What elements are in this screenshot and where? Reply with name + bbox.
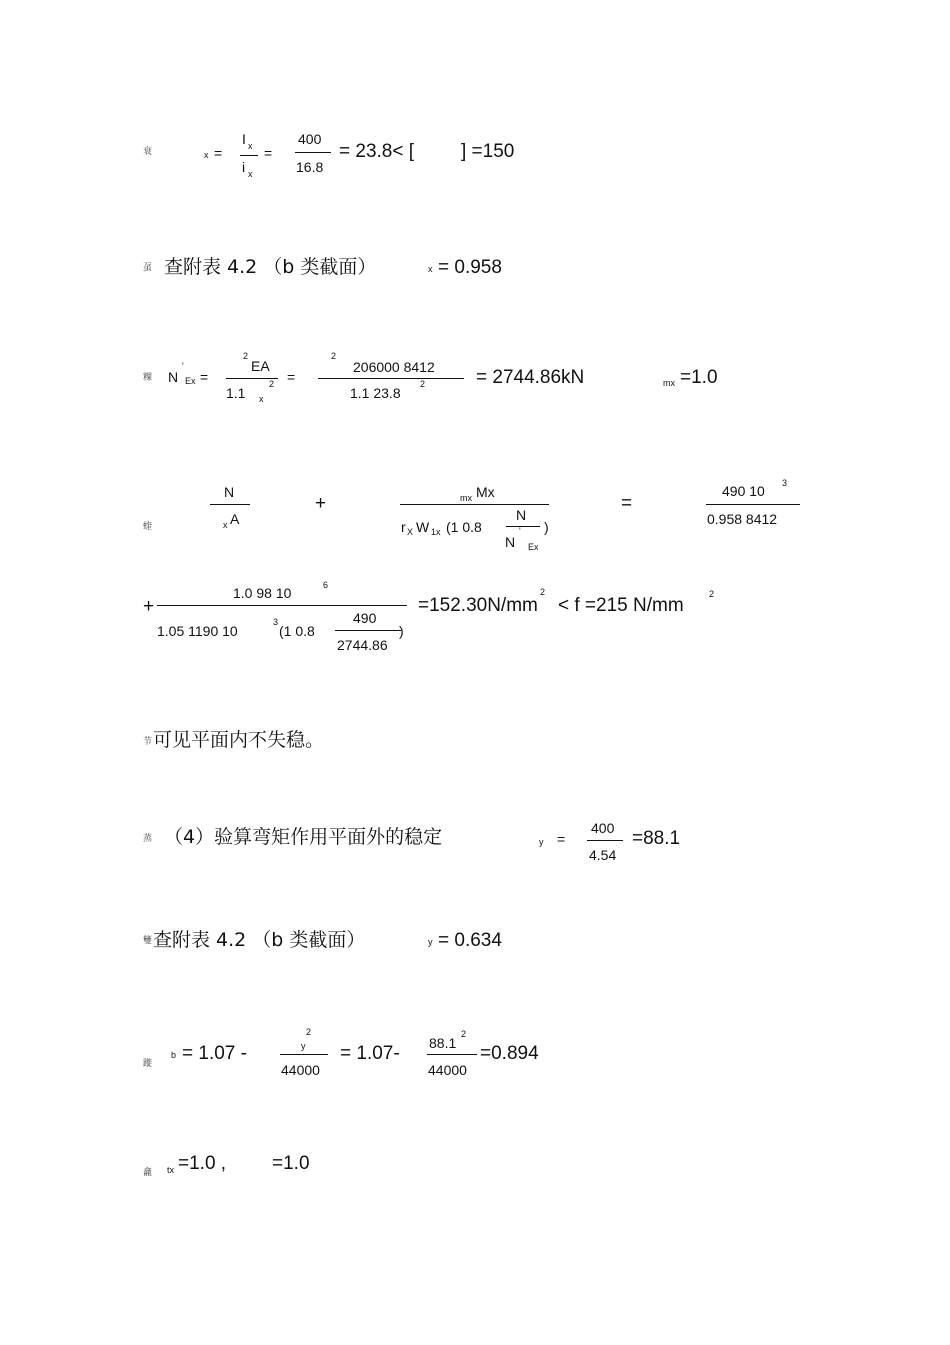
1x-subscript: 1x	[431, 527, 441, 537]
superscript: 2	[331, 351, 337, 361]
conclusion-text: 可见平面内不失稳。	[153, 729, 325, 751]
equals-sign: =	[287, 369, 296, 385]
mx-subscript: mx	[663, 378, 675, 388]
subscript-b: b	[171, 1050, 177, 1060]
equals-sign: =	[264, 145, 273, 161]
fraction-numerator: 1.0 98 10	[233, 585, 292, 601]
result-value: = 23.8< [	[339, 141, 415, 162]
fraction-numerator: 490 10	[722, 483, 765, 499]
margin-marker: 衰	[143, 147, 153, 157]
fraction-bar	[706, 504, 800, 505]
tx-subscript: tx	[167, 1165, 175, 1175]
inner-denominator: 2744.86	[337, 637, 388, 653]
limit-value: < f =215 N/mm	[558, 595, 684, 616]
table-lookup-text: 查附表 4.2 （b 类截面）	[153, 929, 366, 951]
fraction-bar	[427, 1054, 477, 1055]
subscript-y: y	[301, 1041, 306, 1051]
prime-mark: '	[519, 526, 521, 536]
plus-sign: +	[315, 493, 327, 514]
fraction-denominator: 4.54	[589, 847, 617, 863]
result-value: =88.1	[632, 828, 681, 849]
lhs-value: = 1.07 -	[182, 1043, 247, 1064]
margin-marker: 蹝	[143, 1059, 153, 1069]
fraction-denominator: 0.958 8412	[707, 511, 778, 527]
fraction-bar	[506, 526, 540, 527]
subscript-x: x	[428, 264, 433, 274]
fraction-denominator: 44000	[281, 1062, 320, 1078]
fraction-bar	[587, 840, 623, 841]
fraction-numerator: Mx	[476, 484, 495, 500]
beta-tx-value: =1.0 ,	[178, 1153, 227, 1174]
fraction-bar	[280, 1054, 328, 1055]
fraction-denominator: 1.05 1190 10	[157, 623, 238, 639]
subscript-y: y	[428, 937, 433, 947]
table-lookup-text: 查附表 4.2 （b 类截面）	[164, 256, 377, 278]
inner-numerator: N	[516, 507, 527, 523]
denominator-text: (1 0.8	[446, 519, 482, 535]
denominator-text: (1 0.8	[279, 623, 315, 639]
superscript: 2	[540, 587, 546, 597]
fraction-bar	[210, 504, 250, 505]
result-value: = 2744.86kN	[476, 367, 585, 388]
equals-sign: =	[621, 493, 633, 514]
inner-numerator: 490	[353, 610, 377, 626]
equals-sign: =	[557, 831, 566, 847]
plus-sign: +	[143, 596, 155, 617]
W-symbol: W	[416, 519, 430, 535]
fraction-bar	[240, 155, 258, 156]
margin-marker: 粿	[143, 373, 153, 383]
radius-symbol: i	[242, 159, 246, 175]
superscript: 3	[273, 617, 279, 627]
section-heading: （4）验算弯矩作用平面外的稳定	[164, 826, 443, 848]
inner-denominator: N	[505, 534, 516, 550]
fraction-bar	[318, 378, 464, 379]
superscript: 2	[420, 379, 426, 389]
X-subscript: X	[407, 527, 414, 537]
fraction-denominator: A	[230, 511, 240, 527]
inertia-subscript: x	[248, 141, 253, 151]
close-paren: )	[399, 623, 404, 639]
superscript: 2	[243, 351, 249, 361]
mx-subscript: mx	[460, 493, 472, 503]
N-symbol: N	[168, 369, 179, 385]
superscript: 3	[782, 478, 788, 488]
mid-value: = 1.07-	[340, 1043, 400, 1064]
phi-x-value: = 0.958	[438, 257, 502, 278]
margin-marker: 蝰	[143, 522, 153, 532]
superscript: 6	[323, 580, 329, 590]
fraction-numerator: EA	[251, 358, 270, 374]
eta-value: =1.0	[272, 1153, 310, 1174]
beta-mx-value: =1.0	[680, 367, 718, 388]
subscript-x: x	[204, 150, 209, 160]
fraction-bar	[295, 152, 331, 153]
equals-sign: =	[214, 145, 223, 161]
margin-marker: 节	[143, 737, 153, 747]
superscript: 2	[709, 589, 715, 599]
superscript: 2	[269, 379, 275, 389]
radius-subscript: x	[248, 169, 253, 179]
fraction-numerator: N	[224, 484, 235, 500]
fraction-denominator: 16.8	[296, 159, 324, 175]
subscript-y: y	[539, 837, 544, 847]
fraction-numerator: 400	[298, 131, 322, 147]
limit-value: ] =150	[461, 141, 515, 162]
inertia-symbol: I	[242, 131, 246, 147]
superscript: 2	[306, 1027, 312, 1037]
fraction-numerator: 88.1	[429, 1035, 457, 1051]
fraction-bar	[400, 504, 549, 505]
subscript-x: x	[223, 520, 228, 530]
phi-y-value: = 0.634	[438, 930, 502, 951]
fraction-bar	[157, 605, 407, 606]
fraction-denominator: 1.1	[226, 385, 246, 401]
fraction-numerator: 400	[591, 820, 615, 836]
fraction-denominator: 44000	[428, 1062, 467, 1078]
margin-marker: 龕	[143, 1168, 153, 1178]
fraction-numerator: 206000 8412	[353, 359, 435, 375]
equals-sign: =	[200, 369, 209, 385]
margin-marker: 虿	[143, 263, 153, 273]
close-paren: )	[544, 519, 549, 535]
prime-mark: '	[182, 361, 184, 371]
subscript-x: x	[259, 394, 264, 404]
margin-marker: 蒸	[143, 834, 153, 844]
Ex-subscript: Ex	[528, 542, 539, 552]
margin-marker: 䉶	[143, 936, 153, 946]
superscript: 2	[461, 1029, 467, 1039]
result-value: =0.894	[480, 1043, 539, 1064]
fraction-denominator: 1.1 23.8	[350, 385, 401, 401]
result-value: =152.30N/mm	[418, 595, 538, 616]
Ex-subscript: Ex	[185, 376, 196, 386]
fraction-bar	[335, 630, 401, 631]
r-symbol: r	[401, 519, 406, 535]
